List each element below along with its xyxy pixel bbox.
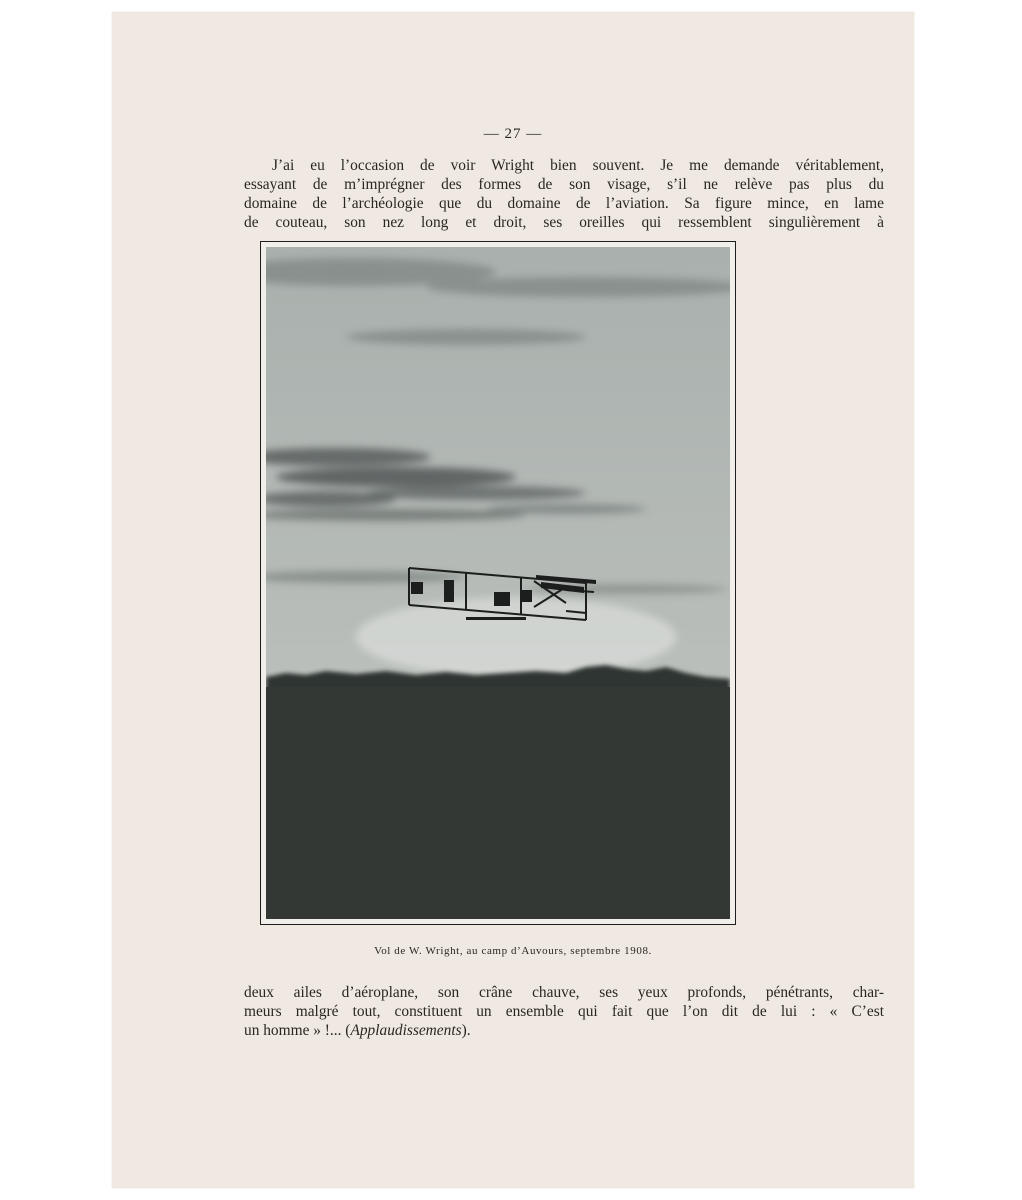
photo-frame bbox=[260, 241, 736, 925]
paragraph-top bbox=[244, 156, 884, 232]
airplane-photo-image bbox=[266, 247, 730, 919]
text-line: deux ailes d’aéroplane, son crâne chauve, ses yeux profonds, pénétrants, char- bbox=[244, 984, 884, 1001]
text-line: de couteau, son nez long et droit, ses oreilles qui ressemblent singulièrement à bbox=[244, 214, 884, 231]
text-line: essayant de m’imprégner des formes de son visage, s’il ne relève pas plus du bbox=[244, 176, 884, 193]
text-fragment: un homme » !... ( bbox=[244, 1022, 351, 1039]
photo-caption: Vol de W. Wright, au camp d’Auvours, septembre 1908. bbox=[374, 945, 652, 957]
text-fragment: ). bbox=[461, 1022, 471, 1039]
book-page bbox=[112, 12, 914, 1188]
text-line: domaine de l’archéologie que du domaine de l’aviation. Sa figure mince, en lame bbox=[244, 195, 884, 212]
paragraph-bottom bbox=[244, 983, 884, 1040]
text-line: J’ai eu l’occasion de voir Wright bien souvent. Je me demande véritablement, bbox=[272, 157, 884, 174]
applause-italic: Applaudissements bbox=[350, 1022, 462, 1039]
text-line-last bbox=[244, 1021, 884, 1040]
airplane-photo bbox=[266, 247, 730, 919]
page-number: — 27 — bbox=[483, 126, 543, 142]
text-line: meurs malgré tout, constituent un ensemble qui fait que l’on dit de lui : « C’est bbox=[244, 1003, 884, 1020]
